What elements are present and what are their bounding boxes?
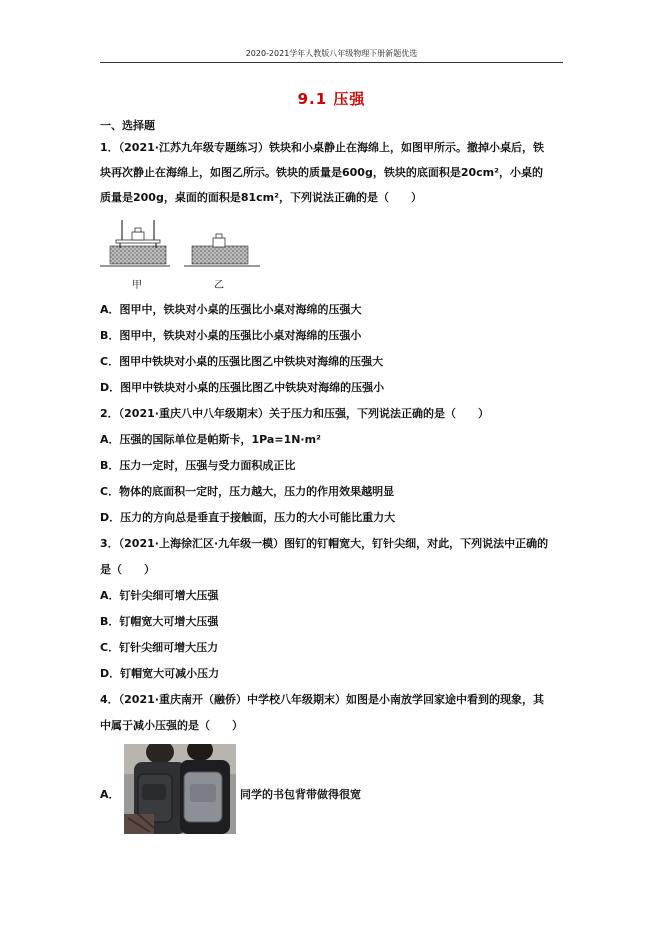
q1-stem-line2: 块再次静止在海绵上，如图乙所示。铁块的质量是600g，铁块的底面积是20cm²，小桌的 [100, 166, 543, 179]
figure-a-label: 甲 [132, 280, 142, 291]
q3-option-b: B．钉帽宽大可增大压强 [100, 615, 219, 628]
figure-b-label: 乙 [214, 280, 224, 291]
q2-option-b: B．压力一定时，压强与受力面积成正比 [100, 459, 296, 472]
q2-stem: 2．（2021·重庆八中八年级期末）关于压力和压强，下列说法正确的是（ ） [100, 407, 489, 420]
figure-a-table-on-sponge [100, 220, 170, 266]
figure-b-block-on-sponge [184, 234, 260, 266]
q4-stem-line2: 中属于减小压强的是（ ） [100, 719, 243, 732]
section-heading: 一、选择题 [100, 119, 155, 132]
q3-option-a: A．钉针尖细可增大压强 [100, 589, 219, 602]
header-divider [100, 62, 563, 63]
q1-option-d: D．图甲中铁块对小桌的压强比图乙中铁块对海绵的压强小 [100, 381, 385, 394]
q1-option-c: C．图甲中铁块对小桌的压强比图乙中铁块对海绵的压强大 [100, 355, 384, 368]
q4-option-a-text: 同学的书包背带做得很宽 [240, 788, 361, 801]
backpack-illustration [124, 744, 236, 834]
q3-stem-line2: 是（ ） [100, 563, 155, 576]
sponge-experiment-figure [100, 214, 260, 274]
q1-option-b: B．图甲中，铁块对小桌的压强比小桌对海绵的压强小 [100, 329, 362, 342]
page-title: 9.1 压强 [297, 90, 366, 108]
q1-figures [100, 214, 260, 290]
page-header: 2020-2021学年人教版八年级物理下册新题优选 [245, 49, 418, 58]
q4-stem-line1: 4．（2021·重庆南开（融侨）中学校八年级期末）如图是小南放学回家途中看到的现象，其 [100, 693, 544, 706]
q1-stem-line3: 质量是200g，桌面的面积是81cm²，下列说法正确的是（ ） [100, 191, 422, 204]
q3-stem-line1: 3．（2021·上海徐汇区·九年级一模）图钉的钉帽宽大，钉针尖细，对此，下列说法中正确的 [100, 537, 549, 550]
q3-option-d: D．钉帽宽大可减小压力 [100, 667, 220, 680]
q2-option-c: C．物体的底面积一定时，压力越大，压力的作用效果越明显 [100, 485, 395, 498]
students-backpacks-photo [124, 744, 236, 834]
q4-option-a-label: A． [100, 788, 120, 801]
q2-option-a: A．压强的国际单位是帕斯卡，1Pa=1N·m² [100, 433, 321, 446]
q1-option-a: A．图甲中，铁块对小桌的压强比小桌对海绵的压强大 [100, 303, 362, 316]
q2-option-d: D．压力的方向总是垂直于接触面，压力的大小可能比重力大 [100, 511, 396, 524]
q1-stem-line1: 1．（2021·江苏九年级专题练习）铁块和小桌静止在海绵上，如图甲所示。撤掉小桌后，铁 [100, 141, 544, 154]
q3-option-c: C．钉针尖细可增大压力 [100, 641, 219, 654]
